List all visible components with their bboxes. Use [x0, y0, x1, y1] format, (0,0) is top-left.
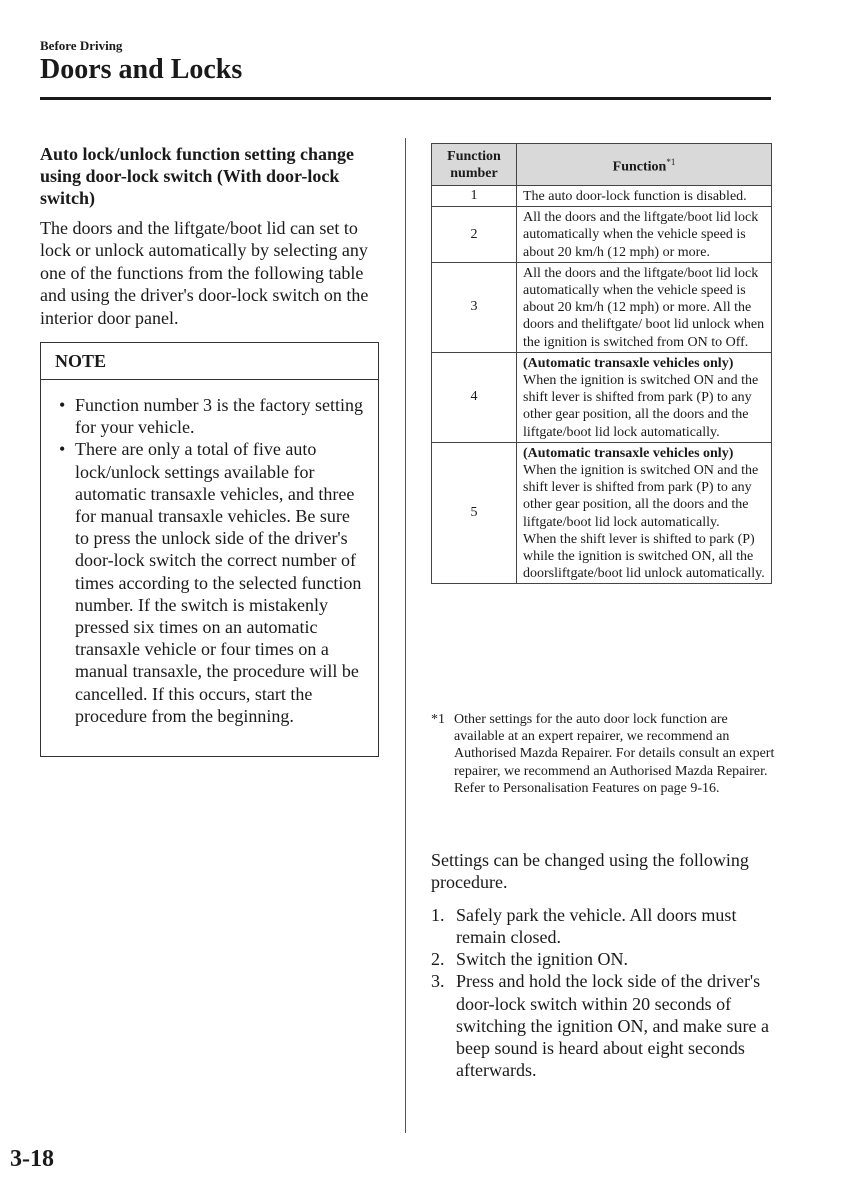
function-desc: All the doors and the liftgate/boot lid lock automatically when the vehicle speed is about 20 km/h (12 mph) or more. [523, 210, 759, 260]
function-desc-cell [517, 207, 772, 263]
function-desc: The auto door-lock function is disabled. [523, 189, 747, 204]
step-text: Switch the ignition ON. [456, 949, 628, 970]
procedure-section [431, 849, 776, 1081]
step-text: Press and hold the lock side of the driver's door-lock switch within 20 seconds of switching the ignition ON, and make sure a beep sound is heard about eight seconds afterwards. [456, 971, 769, 1081]
function-condition: (Automatic transaxle vehicles only) [523, 445, 734, 461]
intro-paragraph: The doors and the liftgate/boot lid can set to lock or unlock automatically by selecting any one of the functions from the following table and using the driver's door-lock switch on the interior door panel. [40, 218, 369, 328]
bullet-icon: • [59, 395, 66, 415]
step-text: Safely park the vehicle. All doors must remain closed. [456, 904, 737, 948]
function-desc-cell [517, 352, 772, 442]
header-function-label: Function [612, 159, 667, 175]
note-list [41, 380, 378, 727]
table-row [432, 207, 772, 263]
function-desc: When the ignition is switched ON and the shift lever is shifted from park (P) to any other gear position, all the doors and the liftgate/boot lid lock automatically. [523, 373, 759, 440]
bullet-icon: • [59, 439, 66, 460]
function-desc-cell [517, 186, 772, 207]
title-rule [40, 97, 771, 100]
footnote [431, 711, 776, 797]
table-row [432, 352, 772, 442]
note-item-text: There are only a total of five auto lock/unlock settings available for automatic transaxle vehicles, and three for manual transaxle vehicles. Be sure to press the unlock side of the driver's door-lock switch the correct number of times according to the selected function number. If the switch is mistakenly pressed six times on an automatic transaxle vehicle or four times on a manual transaxle, the procedure will be cancelled. If this occurs, start the procedure from the beginning. [75, 439, 362, 726]
function-number-cell: 3 [432, 262, 517, 352]
footnote-ref: *1 [666, 156, 676, 167]
list-item [431, 948, 776, 970]
function-table [431, 143, 772, 584]
footnote-text: Other settings for the auto door lock function are available at an expert repairer, we recommend an Authorised Mazda Repairer. For details consult an expert repairer, we recommend an Authorised Mazda Repairer. Refer to Personalisation Features on page 9-16. [454, 712, 775, 796]
table-row [432, 442, 772, 584]
footnote-mark: *1 [431, 712, 445, 727]
step-number: 1. [431, 904, 445, 925]
function-number-cell: 2 [432, 207, 517, 263]
function-desc: When the ignition is switched ON and the shift lever is shifted from park (P) to any other gear position, all the doors and the liftgate/boot lid lock automatically. [523, 463, 759, 530]
table-row [432, 186, 772, 207]
function-desc: All the doors and the liftgate/boot lid lock automatically when the vehicle speed is about 20 km/h (12 mph) or more. All the doors and theliftgate/ boot lid unlock when the ignition is switched from ON to Off. [523, 265, 765, 350]
section-label: Before Driving [40, 38, 123, 53]
table-row [432, 262, 772, 352]
procedure-steps [431, 904, 776, 1082]
table-header-row [432, 144, 772, 186]
procedure-intro: Settings can be changed using the following procedure. [431, 850, 749, 893]
list-item [431, 970, 776, 1081]
step-number: 3. [431, 971, 445, 992]
page-title: Doors and Locks [40, 54, 243, 85]
left-column [40, 143, 382, 329]
column-divider [405, 138, 406, 1133]
note-item [59, 438, 368, 727]
function-number-cell: 4 [432, 352, 517, 442]
list-item [431, 904, 776, 948]
header-function [517, 144, 772, 186]
function-condition: (Automatic transaxle vehicles only) [523, 355, 734, 371]
function-desc-cell [517, 442, 772, 584]
header-function-number: Function number [432, 144, 517, 186]
sub-heading: Auto lock/unlock function setting change using door-lock switch (With door-lock switch) [40, 144, 355, 208]
page-number: 3-18 [10, 1146, 54, 1172]
function-number-cell: 1 [432, 186, 517, 207]
function-number-cell: 5 [432, 442, 517, 584]
function-desc-cell [517, 262, 772, 352]
step-number: 2. [431, 949, 445, 970]
note-item-text: Function number 3 is the factory setting for your vehicle. [75, 395, 363, 438]
note-title: NOTE [41, 343, 378, 380]
note-box [40, 342, 379, 757]
note-item [59, 394, 368, 438]
function-desc: When the shift lever is shifted to park (P) while the ignition is switched ON, all the doorsliftgate/boot lid unlock automatically. [523, 531, 765, 582]
